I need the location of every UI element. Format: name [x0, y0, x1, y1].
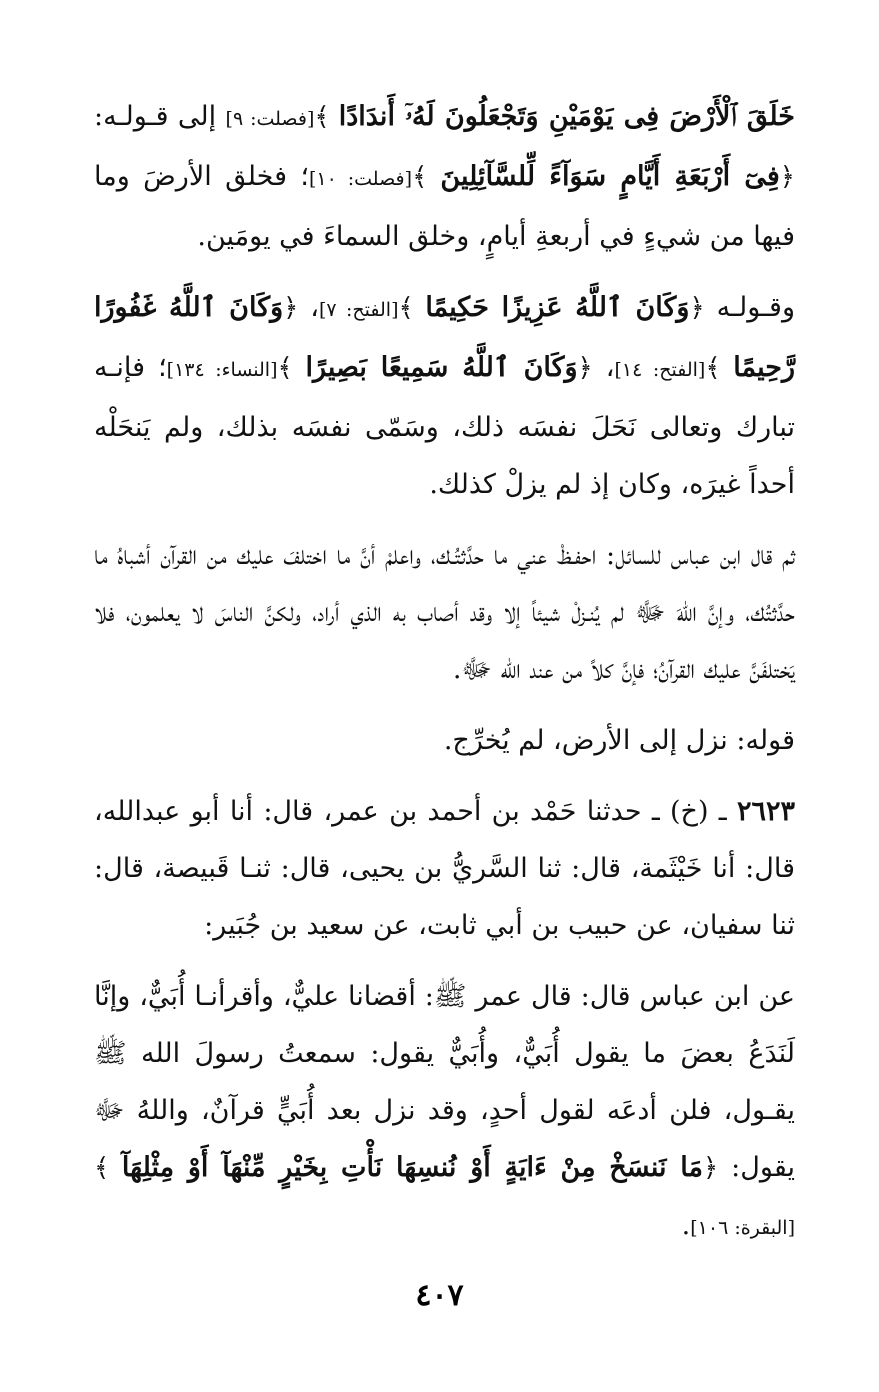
quran-verse: وَكَانَ ٱللَّهُ سَمِيعًا بَصِيرًا	[305, 352, 578, 383]
paragraph-p1	[94, 88, 795, 265]
ornate-bracket: ﴿	[577, 353, 593, 383]
paragraph-p6	[94, 968, 795, 1257]
body-text: .	[681, 1210, 691, 1241]
ornate-bracket: ﴾	[314, 102, 339, 132]
ornate-bracket: ﴾	[94, 1153, 122, 1183]
ornate-bracket: ﴾	[412, 162, 441, 192]
ornate-bracket: ﴾	[398, 293, 426, 323]
quran-verse: مَا نَنسَخْ مِنْ ءَايَةٍ أَوْ نُنسِهَا نَأْتِ بِخَيْرٍ مِّنْهَآ أَوْ مِثْلِهَآ	[121, 1152, 703, 1183]
body-text: ثم قال ابن عباس للسائل: احفـظْ عني ما حدَّثتُـك، واعلمْ أنَّ ما اختلفَ عليك من القرآن أشباهُ ما حدَّثتُك، وإنَّ اللهَ ﷻ لم يُنـزلْ شيئاً إلا وقد أصاب به الذي أراد، ولكنَّ الناسَ لا يعلمون، فلا يَختلفَنَّ عليك القرآنُ؛ فإنَّ كلاً من عند الله ﷻ.	[94, 540, 795, 685]
paragraph-p2	[94, 279, 795, 513]
body-text: وقـولـه	[704, 292, 795, 323]
verse-reference: [النساء: ١٣٤]	[166, 359, 278, 381]
body-text: إلى قـولـه:	[94, 101, 226, 132]
ornate-bracket: ﴿	[702, 1153, 719, 1183]
hadith-number: ٢٦٢٣	[736, 796, 795, 827]
verse-reference: [الفتح: ١٤]	[614, 359, 706, 381]
paragraph-p5	[94, 783, 795, 954]
verse-reference: [الفتح: ٧]	[319, 299, 399, 321]
ornate-bracket: ﴿	[779, 162, 795, 192]
body-text: ـ (خ) ـ حدثنا حَمْد بن أحمد بن عمر، قال: أنا أبو عبدالله، قال: أنا خَيْثَمة، قال: ثنا السَّريُّ بن يحيى، قال: ثنـا قَبيصة، قال: ثنا سفيان، عن حبيب بن أبي ثابت، عن سعيد بن جُبَير:	[94, 796, 795, 941]
body-text: ،	[592, 352, 615, 383]
quran-verse: وَكَانَ ٱللَّهُ غَفُورًا رَّحِيمًا	[94, 292, 795, 383]
body-text: ؛ فإنـه تبارك وتعالى نَحَلَ نفسَه ذلك، وسَمّى نفسَه بذلك، ولم يَنحَلْه أحداً غيرَه، وكان إذ لم يزلْ كذلك.	[94, 352, 795, 500]
ornate-bracket: ﴿	[689, 293, 705, 323]
page-number: ٤٠٧	[415, 1278, 464, 1313]
ornate-bracket: ﴿	[283, 293, 299, 323]
verse-reference: [فصلت: ٩]	[225, 108, 315, 130]
body-text: ؛ فخلق الأرضَ وما فيها من شيءٍ في أربعةِ أيامٍ، وخلق السماءَ في يومَين.	[94, 161, 795, 252]
paragraph-p4	[94, 712, 795, 769]
ornate-bracket: ﴾	[277, 353, 306, 383]
quran-verse: فِىٓ أَرْبَعَةِ أَيَّامٍ سَوَآءً لِّلسَّآئِلِينَ	[440, 161, 780, 192]
body-text: ،	[298, 292, 319, 323]
ornate-bracket: ﴾	[705, 353, 734, 383]
quran-verse: خَلَقَ ٱلْأَرْضَ فِى يَوْمَيْنِ وَتَجْعَلُونَ لَهُۥٓ أَندَادًا	[338, 101, 795, 132]
body-text: عن ابن عباس قال: قال عمر ﷺ: أقضانا عليٌّ، وأقرأنـا أُبَيٌّ، وإنَّا لَنَدَعُ بعضَ ما يقول أُبَيٌّ، وأُبَيٌّ يقول: سمعتُ رسولَ الله ﷺ يقـول، فلن أدعَه لقول أحدٍ، وقد نزل بعد أُبَيٍّ قرآنٌ، واللهُ ﷻ يقول:	[94, 981, 796, 1183]
paragraph-p3	[94, 527, 795, 698]
body-text: قوله: نزل إلى الأرض، لم يُخرِّج.	[443, 725, 795, 756]
verse-reference: [فصلت: ١٠]	[309, 168, 413, 190]
verse-reference: [البقرة: ١٠٦]	[690, 1217, 795, 1239]
page-body	[94, 88, 795, 1257]
quran-verse: وَكَانَ ٱللَّهُ عَزِيزًا حَكِيمًا	[425, 292, 690, 323]
